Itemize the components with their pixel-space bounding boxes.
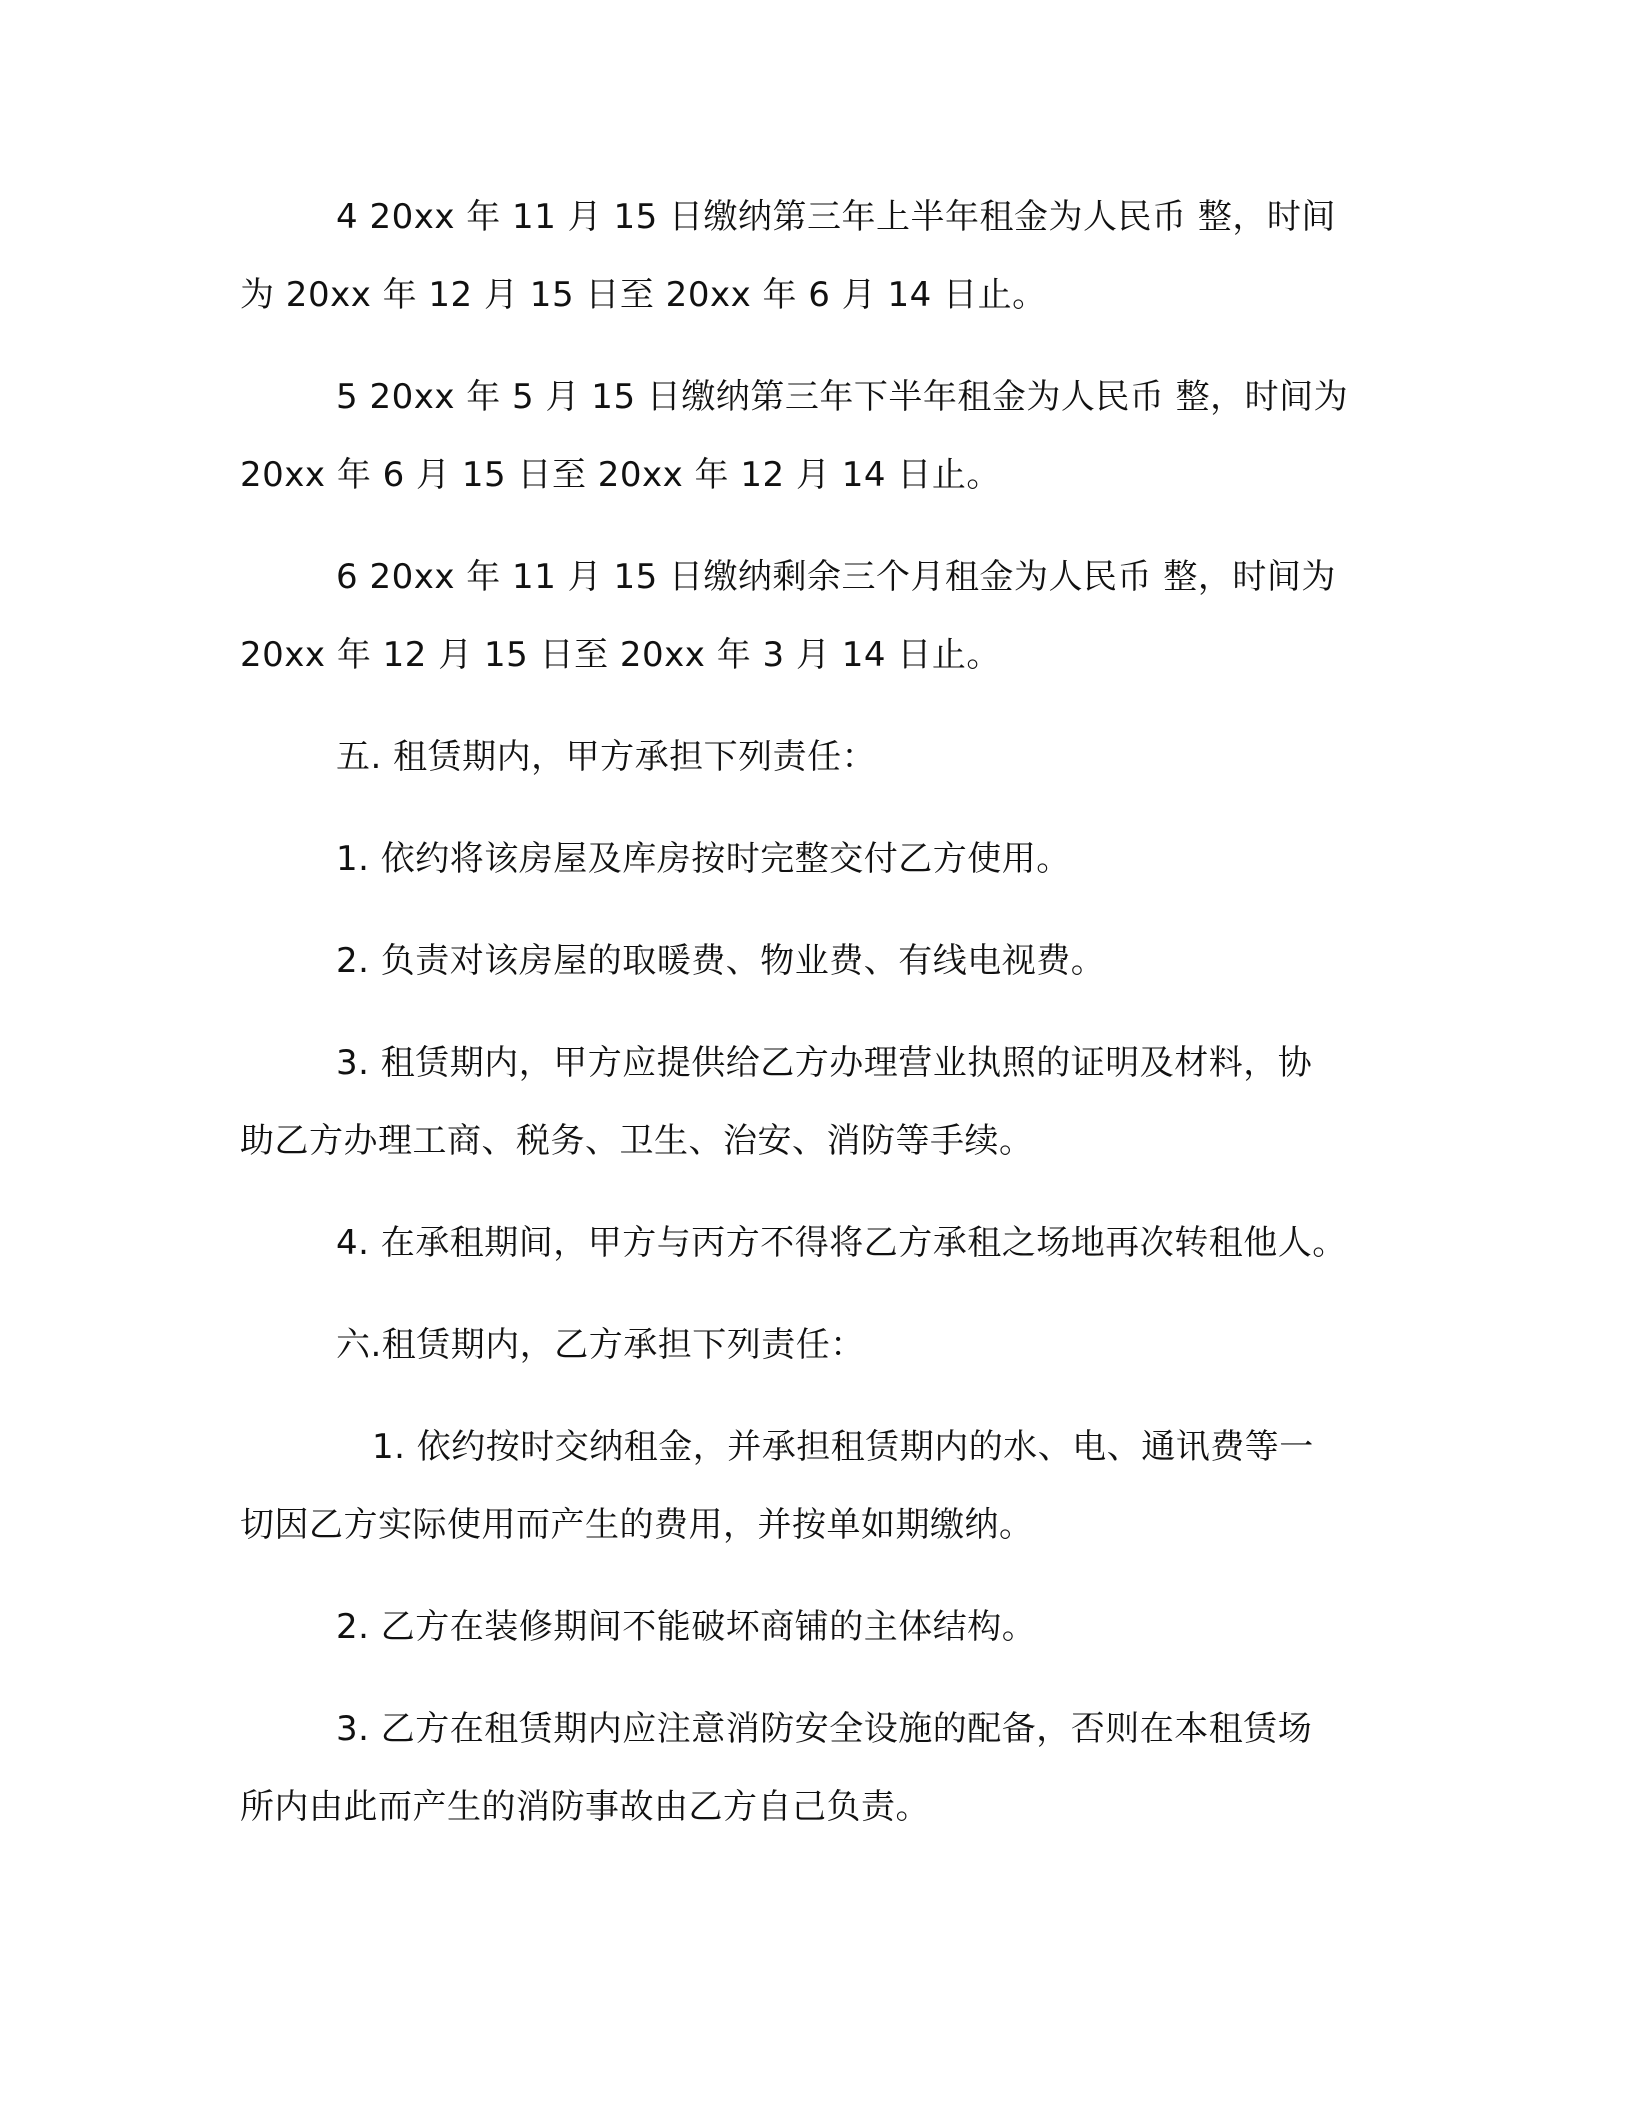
text-line: 3. 租赁期内，甲方应提供给乙方办理营业执照的证明及材料，协 [336,1043,1313,1083]
text-line: 20xx 年 12 月 15 日至 20xx 年 3 月 14 日止。 [240,635,1001,675]
section-heading-six [240,1306,1420,1384]
text-line: 为 20xx 年 12 月 15 日至 20xx 年 6 月 14 日止。 [240,275,1047,315]
text-line: 2. 负责对该房屋的取暖费、物业费、有线电视费。 [336,941,1106,981]
text-line: 20xx 年 6 月 15 日至 20xx 年 12 月 14 日止。 [240,455,1001,495]
text-line: 4 20xx 年 11 月 15 日缴纳第三年上半年租金为人民币 整，时间 [336,197,1336,237]
text-line: 切因乙方实际使用而产生的费用，并按单如期缴纳。 [240,1505,1034,1545]
paragraph-party-b-2 [240,1588,1420,1666]
paragraph-party-b-1 [240,1408,1420,1564]
text-line: 6 20xx 年 11 月 15 日缴纳剩余三个月租金为人民币 整，时间为 [336,557,1336,597]
text-line: 2. 乙方在装修期间不能破坏商铺的主体结构。 [336,1607,1037,1647]
paragraph-party-a-1 [240,820,1420,898]
paragraph-party-a-2 [240,922,1420,1000]
paragraph-payment-5 [240,358,1420,514]
paragraph-party-a-3 [240,1024,1420,1180]
text-line: 六.租赁期内，乙方承担下列责任： [336,1325,865,1365]
text-line: 1. 依约将该房屋及库房按时完整交付乙方使用。 [336,839,1071,879]
text-line: 1. 依约按时交纳租金，并承担租赁期内的水、电、通讯费等一 [372,1427,1314,1467]
text-line: 五. 租赁期内，甲方承担下列责任： [336,737,877,777]
text-line: 3. 乙方在租赁期内应注意消防安全设施的配备，否则在本租赁场 [336,1709,1313,1749]
text-line: 助乙方办理工商、税务、卫生、治安、消防等手续。 [240,1121,1034,1161]
paragraph-party-b-3 [240,1690,1420,1846]
paragraph-payment-6 [240,538,1420,694]
paragraph-party-a-4 [240,1204,1420,1282]
text-line: 4. 在承租期间，甲方与丙方不得将乙方承租之场地再次转租他人。 [336,1223,1347,1263]
text-line: 所内由此而产生的消防事故由乙方自己负责。 [240,1787,930,1827]
text-line: 5 20xx 年 5 月 15 日缴纳第三年下半年租金为人民币 整，时间为 [336,377,1349,417]
paragraph-payment-4 [240,178,1420,334]
section-heading-five [240,718,1420,796]
